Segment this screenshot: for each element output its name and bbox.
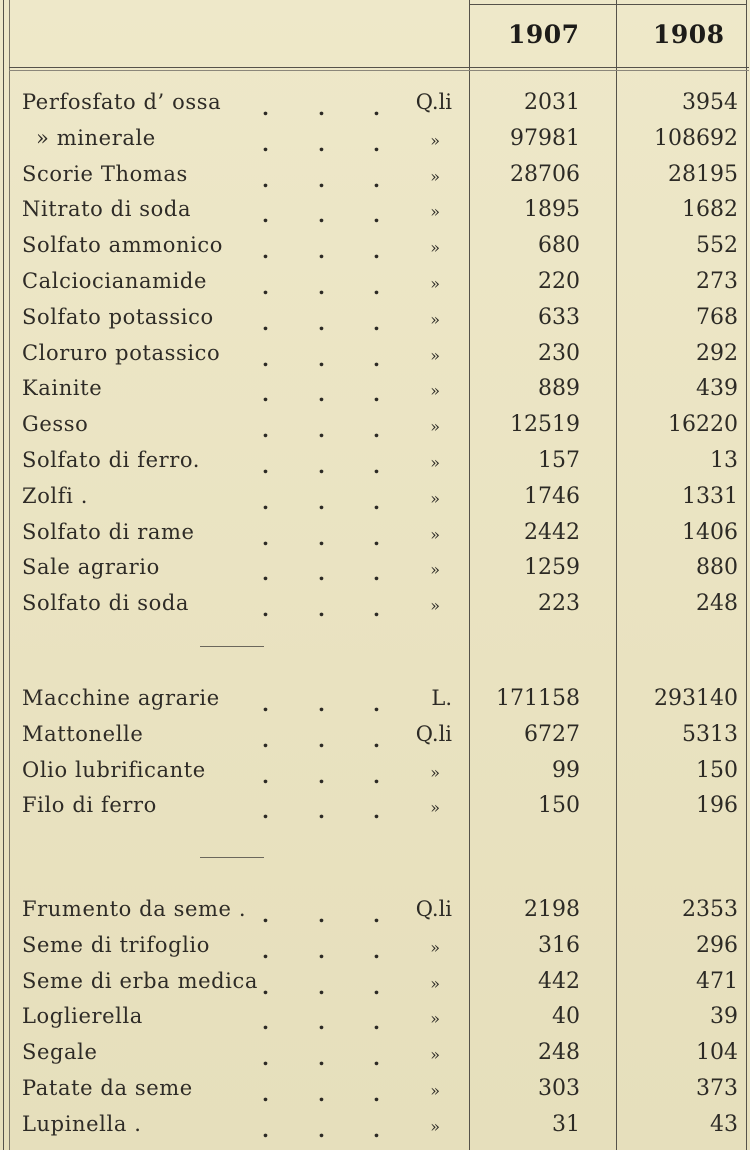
row-unit: Q.li — [415, 722, 452, 746]
cell-1907: 1259 — [524, 555, 580, 580]
leader-dot: . — [373, 168, 380, 192]
leader-dot: . — [318, 132, 325, 156]
leader-dot: . — [373, 728, 380, 752]
leader-dot: . — [373, 561, 380, 585]
row-label: Kainite — [22, 376, 103, 400]
table-row — [0, 793, 750, 829]
row-unit: » — [430, 798, 440, 817]
row-unit: Q.li — [415, 897, 452, 921]
cell-1908: 104 — [696, 1040, 738, 1065]
row-unit: » — [430, 202, 440, 221]
leader-dot: . — [318, 975, 325, 999]
leader-dot: . — [262, 799, 269, 823]
leader-dot: . — [262, 418, 269, 442]
cell-1907: 248 — [538, 1040, 580, 1065]
row-label: » minerale — [36, 126, 156, 150]
leader-dot: . — [262, 311, 269, 335]
leader-dot: . — [373, 764, 380, 788]
leader-dot: . — [373, 1010, 380, 1034]
row-unit: » — [430, 417, 440, 436]
header-top-rule — [470, 4, 746, 5]
section-separator — [200, 857, 264, 858]
cell-1907: 31 — [552, 1112, 580, 1137]
table-row — [0, 520, 750, 556]
table-row — [0, 305, 750, 341]
row-unit: L. — [431, 686, 452, 710]
leader-dot: . — [373, 382, 380, 406]
leader-dot: . — [262, 903, 269, 927]
leader-dot: . — [373, 1082, 380, 1106]
leader-dot: . — [373, 975, 380, 999]
row-unit: » — [430, 1117, 440, 1136]
leader-dot: . — [373, 275, 380, 299]
leader-dot: . — [262, 275, 269, 299]
row-label: Mattonelle — [22, 722, 144, 746]
leader-dot: . — [373, 597, 380, 621]
column-header-1907: 1907 — [508, 20, 580, 49]
leader-dot: . — [318, 939, 325, 963]
row-label: Olio lubrificante — [22, 758, 206, 782]
row-unit: » — [430, 763, 440, 782]
row-unit: » — [430, 167, 440, 186]
cell-1907: 223 — [538, 591, 580, 616]
cell-1908: 296 — [696, 933, 738, 958]
row-label: Cloruro potassico — [22, 341, 221, 365]
row-label: Segale — [22, 1040, 98, 1064]
cell-1908: 2353 — [682, 897, 738, 922]
leader-dot: . — [373, 96, 380, 120]
leader-dot: . — [373, 903, 380, 927]
leader-dot: . — [262, 526, 269, 550]
row-label: Nitrato di soda — [22, 197, 192, 221]
table-row — [0, 1112, 750, 1148]
cell-1908: 1331 — [682, 484, 738, 509]
row-unit: » — [430, 453, 440, 472]
cell-1908: 768 — [696, 305, 738, 330]
cell-1907: 157 — [538, 448, 580, 473]
column-header-1908: 1908 — [653, 20, 725, 49]
leader-dot: . — [373, 939, 380, 963]
leader-dot: . — [318, 764, 325, 788]
row-label: Seme di erba medica — [22, 969, 258, 993]
cell-1907: 889 — [538, 376, 580, 401]
row-label: Sale agrario — [22, 555, 160, 579]
leader-dot: . — [262, 561, 269, 585]
leader-dot: . — [318, 692, 325, 716]
row-unit: » — [430, 346, 440, 365]
table-row — [0, 933, 750, 969]
leader-dot: . — [373, 239, 380, 263]
leader-dot: . — [373, 311, 380, 335]
leader-dot: . — [262, 939, 269, 963]
cell-1908: 150 — [696, 758, 738, 783]
leader-dot: . — [318, 490, 325, 514]
table-row — [0, 233, 750, 269]
row-unit: » — [430, 1009, 440, 1028]
cell-1907: 171158 — [496, 686, 580, 711]
leader-dot: . — [262, 454, 269, 478]
leader-dot: . — [262, 347, 269, 371]
row-label: Solfato di soda — [22, 591, 190, 615]
cell-1907: 2442 — [524, 520, 580, 545]
leader-dot: . — [262, 1082, 269, 1106]
cell-1908: 552 — [696, 233, 738, 258]
cell-1907: 230 — [538, 341, 580, 366]
cell-1907: 220 — [538, 269, 580, 294]
table-row — [0, 412, 750, 448]
leader-dot: . — [318, 418, 325, 442]
row-label: Solfato ammonico — [22, 233, 224, 257]
table-row — [0, 162, 750, 198]
table-row — [0, 969, 750, 1005]
leader-dot: . — [262, 597, 269, 621]
cell-1907: 680 — [538, 233, 580, 258]
cell-1907: 6727 — [524, 722, 580, 747]
leader-dot: . — [373, 1118, 380, 1142]
row-unit: » — [430, 310, 440, 329]
cell-1907: 40 — [552, 1004, 580, 1029]
leader-dot: . — [318, 1046, 325, 1070]
cell-1908: 28195 — [668, 162, 738, 187]
row-label: Perfosfato d’ ossa — [22, 90, 222, 114]
cell-1908: 273 — [696, 269, 738, 294]
cell-1908: 5313 — [682, 722, 738, 747]
row-unit: » — [430, 596, 440, 615]
section-separator — [200, 646, 264, 647]
cell-1907: 12519 — [510, 412, 580, 437]
leader-dot: . — [262, 382, 269, 406]
row-unit: » — [430, 131, 440, 150]
row-label: Lupinella . — [22, 1112, 142, 1136]
row-label: Solfato di rame — [22, 520, 195, 544]
table-row — [0, 1040, 750, 1076]
table-row — [0, 90, 750, 126]
cell-1907: 633 — [538, 305, 580, 330]
row-label: Filo di ferro — [22, 793, 157, 817]
leader-dot: . — [318, 1118, 325, 1142]
table-row — [0, 197, 750, 233]
leader-dot: . — [318, 526, 325, 550]
header-bottom-rule — [9, 67, 749, 68]
leader-dot: . — [318, 728, 325, 752]
table-row — [0, 686, 750, 722]
leader-dot: . — [373, 418, 380, 442]
leader-dot: . — [373, 526, 380, 550]
row-label: Solfato potassico — [22, 305, 214, 329]
leader-dot: . — [262, 132, 269, 156]
table-row — [0, 341, 750, 377]
row-label: Calciocianamide — [22, 269, 207, 293]
cell-1908: 248 — [696, 591, 738, 616]
table-row — [0, 722, 750, 758]
row-unit: Q.li — [415, 90, 452, 114]
cell-1907: 28706 — [510, 162, 580, 187]
cell-1907: 2198 — [524, 897, 580, 922]
leader-dot: . — [373, 347, 380, 371]
leader-dot: . — [318, 275, 325, 299]
leader-dot: . — [262, 203, 269, 227]
cell-1908: 1406 — [682, 520, 738, 545]
leader-dot: . — [318, 96, 325, 120]
table-row — [0, 897, 750, 933]
cell-1908: 39 — [710, 1004, 738, 1029]
leader-dot: . — [262, 1046, 269, 1070]
table-row — [0, 269, 750, 305]
leader-dot: . — [318, 454, 325, 478]
cell-1907: 316 — [538, 933, 580, 958]
row-unit: » — [430, 238, 440, 257]
leader-dot: . — [373, 1046, 380, 1070]
row-unit: » — [430, 1045, 440, 1064]
cell-1908: 292 — [696, 341, 738, 366]
cell-1907: 303 — [538, 1076, 580, 1101]
leader-dot: . — [318, 597, 325, 621]
cell-1908: 196 — [696, 793, 738, 818]
leader-dot: . — [318, 311, 325, 335]
leader-dot: . — [262, 96, 269, 120]
cell-1908: 43 — [710, 1112, 738, 1137]
table-row — [0, 1076, 750, 1112]
row-label: Macchine agrarie — [22, 686, 220, 710]
row-label: Solfato di ferro. — [22, 448, 201, 472]
cell-1908: 108692 — [654, 126, 738, 151]
cell-1908: 13 — [710, 448, 738, 473]
leader-dot: . — [262, 168, 269, 192]
leader-dot: . — [318, 1082, 325, 1106]
leader-dot: . — [318, 1010, 325, 1034]
row-label: Loglierella — [22, 1004, 143, 1028]
row-unit: » — [430, 1081, 440, 1100]
cell-1908: 3954 — [682, 90, 738, 115]
cell-1908: 471 — [696, 969, 738, 994]
table-row — [0, 591, 750, 627]
leader-dot: . — [262, 1010, 269, 1034]
leader-dot: . — [318, 799, 325, 823]
row-unit: » — [430, 489, 440, 508]
leader-dot: . — [318, 239, 325, 263]
cell-1908: 439 — [696, 376, 738, 401]
cell-1907: 99 — [552, 758, 580, 783]
leader-dot: . — [262, 728, 269, 752]
table-row — [0, 448, 750, 484]
row-label: Seme di trifoglio — [22, 933, 210, 957]
row-label: Zolfi . — [22, 484, 88, 508]
cell-1907: 150 — [538, 793, 580, 818]
leader-dot: . — [373, 203, 380, 227]
table-row — [0, 555, 750, 591]
leader-dot: . — [373, 132, 380, 156]
table-row — [0, 758, 750, 794]
row-unit: » — [430, 938, 440, 957]
table-row — [0, 1004, 750, 1040]
cell-1907: 2031 — [524, 90, 580, 115]
cell-1908: 16220 — [668, 412, 738, 437]
cell-1908: 293140 — [654, 686, 738, 711]
leader-dot: . — [373, 454, 380, 478]
cell-1907: 442 — [538, 969, 580, 994]
cell-1907: 97981 — [510, 126, 580, 151]
header-bottom-rule-secondary — [9, 70, 749, 71]
leader-dot: . — [373, 490, 380, 514]
row-unit: » — [430, 525, 440, 544]
table-row — [0, 126, 750, 162]
leader-dot: . — [373, 692, 380, 716]
leader-dot: . — [262, 239, 269, 263]
leader-dot: . — [318, 561, 325, 585]
cell-1908: 1682 — [682, 197, 738, 222]
row-label: Gesso — [22, 412, 89, 436]
table-row — [0, 484, 750, 520]
leader-dot: . — [262, 1118, 269, 1142]
row-unit: » — [430, 560, 440, 579]
row-unit: » — [430, 974, 440, 993]
leader-dot: . — [262, 692, 269, 716]
row-label: Scorie Thomas — [22, 162, 188, 186]
cell-1908: 880 — [696, 555, 738, 580]
leader-dot: . — [318, 347, 325, 371]
leader-dot: . — [373, 799, 380, 823]
row-label: Frumento da seme . — [22, 897, 247, 921]
leader-dot: . — [262, 975, 269, 999]
leader-dot: . — [318, 903, 325, 927]
leader-dot: . — [318, 203, 325, 227]
leader-dot: . — [262, 490, 269, 514]
row-unit: » — [430, 274, 440, 293]
row-unit: » — [430, 381, 440, 400]
cell-1907: 1746 — [524, 484, 580, 509]
row-label: Patate da seme — [22, 1076, 193, 1100]
leader-dot: . — [262, 764, 269, 788]
cell-1907: 1895 — [524, 197, 580, 222]
leader-dot: . — [318, 168, 325, 192]
leader-dot: . — [318, 382, 325, 406]
table-row — [0, 376, 750, 412]
cell-1908: 373 — [696, 1076, 738, 1101]
